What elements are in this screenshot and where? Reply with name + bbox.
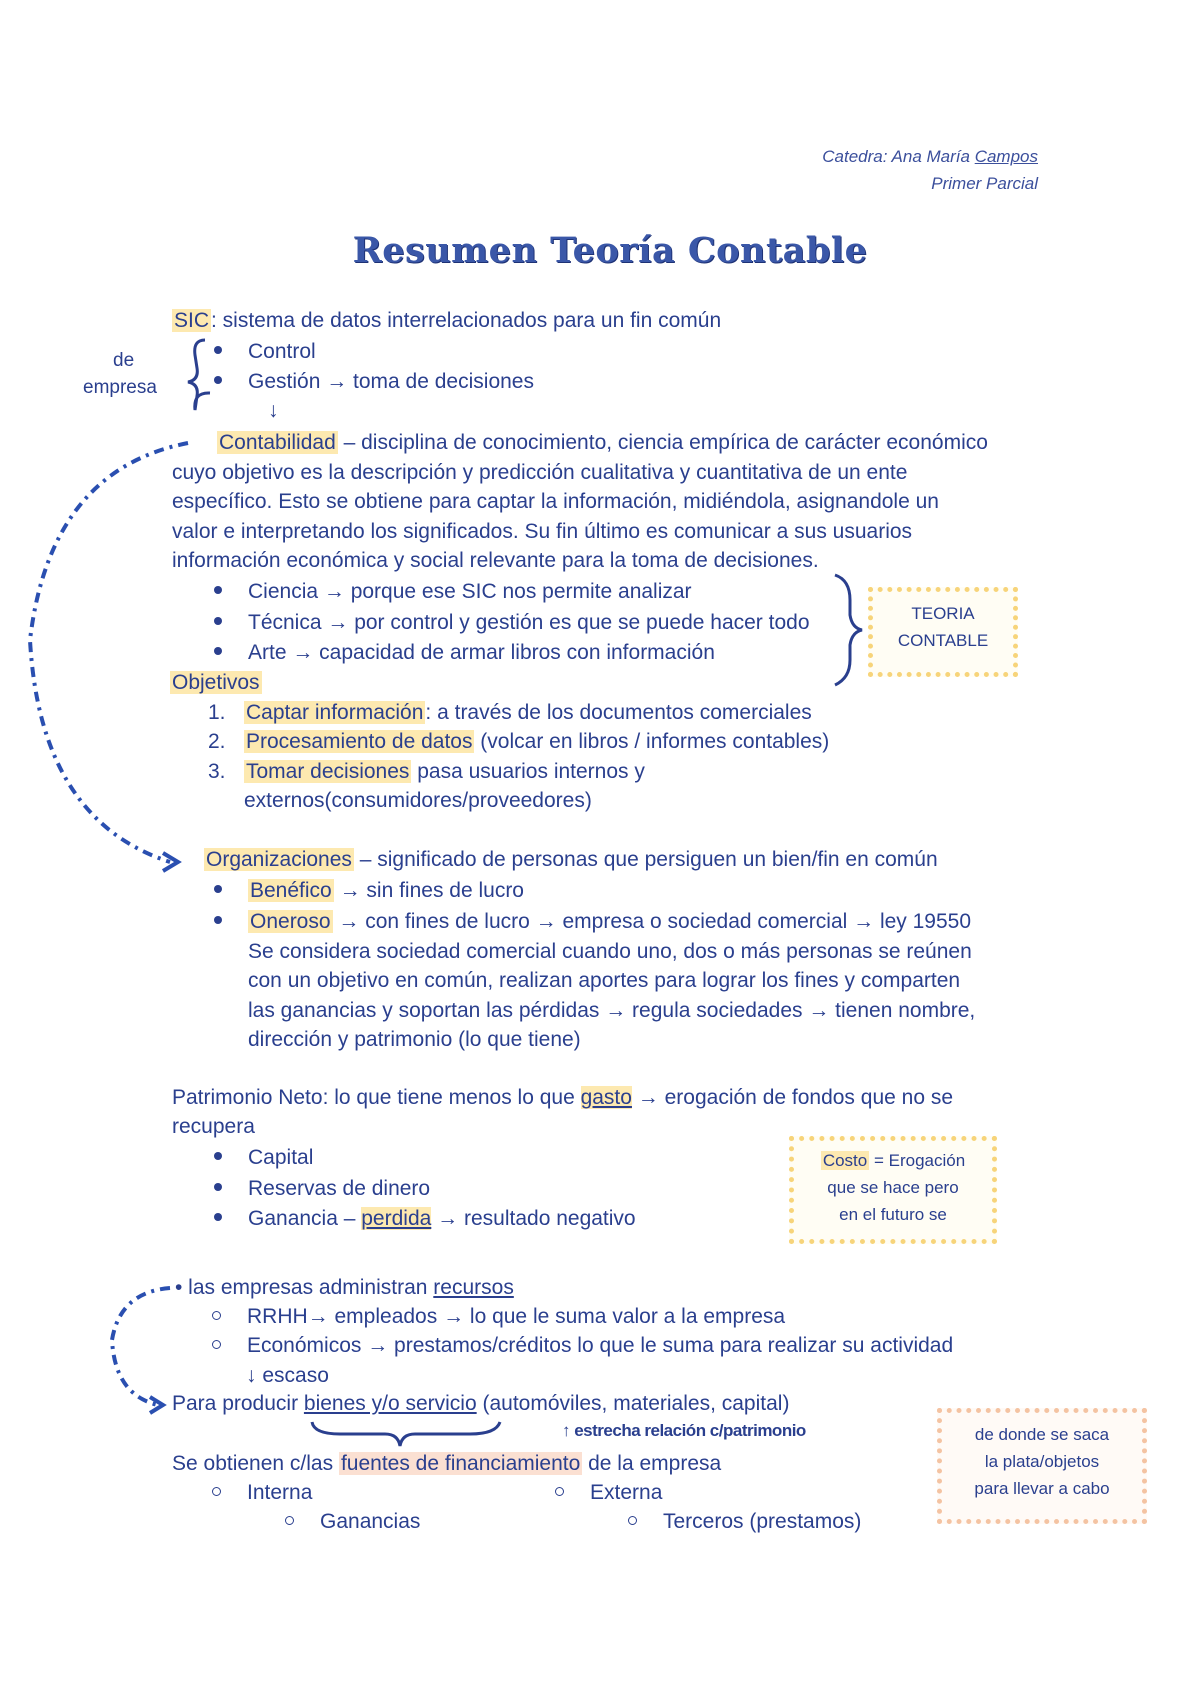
organizaciones-definition <box>204 845 938 875</box>
teoria-contable-box <box>868 587 1018 677</box>
bullet-icon <box>214 1183 222 1191</box>
objetivo-term: Captar información <box>246 701 424 724</box>
producir-text: Para producir <box>172 1392 304 1415</box>
box-line: que se hace pero <box>827 1178 959 1197</box>
sic-brace <box>188 340 210 410</box>
recursos-line <box>175 1273 514 1303</box>
bullet-icon <box>214 346 222 354</box>
fuentes-term: fuentes de financiamiento <box>340 1452 581 1475</box>
box-line: CONTABLE <box>897 631 989 650</box>
contabilidad-line-0 <box>217 428 988 458</box>
oneroso-line-2: las ganancias y soportan las pérdidas → regula sociedades → tienen nombre, <box>248 999 976 1022</box>
patrimonio-ganancia <box>214 1204 636 1234</box>
ganancia-text: → resultado negativo <box>431 1207 636 1230</box>
relacion-note: ↑ estrecha relación c/patrimonio <box>562 1421 806 1440</box>
ganancia-text: Ganancia – <box>248 1207 362 1230</box>
list-number: 2. <box>208 730 226 753</box>
bullet-icon <box>214 617 222 625</box>
patrimonio-capital <box>214 1143 313 1173</box>
objetivo-term: Tomar decisiones <box>246 760 410 783</box>
page-title: Resumen Teoría Contable <box>352 230 868 271</box>
bullet-icon <box>214 586 222 594</box>
box-line <box>794 1147 992 1174</box>
fuente-externa <box>555 1478 662 1508</box>
arrow-head-2 <box>150 1397 163 1413</box>
fuente-terceros <box>628 1507 861 1537</box>
list-item: Arte → capacidad de armar libros con información <box>248 641 715 664</box>
bullet-icon <box>214 647 222 655</box>
costo-term: Costo <box>822 1151 868 1170</box>
box-line: TEORIA <box>911 604 975 623</box>
side-note-de: de <box>113 350 135 371</box>
patrimonio-reservas <box>214 1174 430 1204</box>
fuentes-line <box>172 1449 721 1479</box>
contabilidad-item-tecnica <box>214 608 810 638</box>
fuentes-text: de la empresa <box>582 1452 722 1475</box>
header-line1: Catedra: Ana María <box>822 147 975 166</box>
list-number: 1. <box>208 701 226 724</box>
bullet-icon <box>214 1152 222 1160</box>
objetivo-text: : a través de los documentos comerciales <box>425 701 812 724</box>
sic-item-gestion <box>214 367 534 397</box>
contabilidad-text: – disciplina de conocimiento, ciencia empírica de carácter económico <box>337 431 988 454</box>
fuente-interna <box>212 1478 312 1508</box>
recursos-text: • las empresas administran <box>175 1276 434 1299</box>
sic-text: : sistema de datos interrelacionados para un fin común <box>211 309 722 332</box>
objetivo-3 <box>208 757 645 787</box>
objetivo-term: Procesamiento de datos <box>246 730 473 753</box>
list-item: Ciencia → porque ese SIC nos permite analizar <box>248 580 692 603</box>
objetivos-term: Objetivos <box>172 671 260 694</box>
sic-term: SIC <box>174 309 210 332</box>
recurso-rrhh <box>212 1302 785 1332</box>
circle-bullet-icon <box>212 1487 221 1496</box>
patrimonio-line-2: recupera <box>172 1115 255 1138</box>
contabilidad-line-1: cuyo objetivo es la descripción y predicción cualitativa y cuantitativa de un ente <box>172 461 908 484</box>
bullet-icon <box>214 1213 222 1221</box>
fuente-ganancias <box>285 1507 420 1537</box>
organizaciones-term: Organizaciones <box>206 848 352 871</box>
arrow-head-1 <box>163 853 178 871</box>
contabilidad-item-ciencia <box>214 577 692 607</box>
side-note-empresa: empresa <box>83 377 157 398</box>
bienes-brace <box>312 1422 500 1446</box>
producir-line <box>172 1389 789 1419</box>
organizacion-oneroso <box>214 907 971 937</box>
oneroso-term: Oneroso <box>250 910 331 933</box>
oneroso-line-3: dirección y patrimonio (lo que tiene) <box>248 1028 581 1051</box>
recursos-term: recursos <box>433 1276 514 1299</box>
objetivo-text: (volcar en libros / informes contables) <box>474 730 830 753</box>
objetivo-3-continuation: externos(consumidores/proveedores) <box>244 789 592 812</box>
header-exam: Primer Parcial <box>931 174 1038 193</box>
list-number: 3. <box>208 760 226 783</box>
fuentes-box <box>937 1408 1147 1524</box>
circle-bullet-icon <box>555 1487 564 1496</box>
list-item: Reservas de dinero <box>248 1177 431 1200</box>
list-item: Ganancias <box>320 1510 421 1533</box>
contabilidad-line-3: valor e interpretando los significados. Su fin último es comunicar a sus usuarios <box>172 520 913 543</box>
costo-box <box>789 1136 997 1244</box>
objetivo-2 <box>208 727 829 757</box>
box-line: la plata/objetos <box>984 1452 1100 1471</box>
list-item: Interna <box>247 1481 313 1504</box>
benefico-term: Benéfico <box>250 879 332 902</box>
contabilidad-item-arte <box>214 638 715 668</box>
bullet-icon <box>214 376 222 384</box>
objetivos-title <box>170 668 262 698</box>
list-item: Económicos → prestamos/créditos lo que le suma para realizar su actividad <box>247 1334 954 1357</box>
recurso-economicos <box>212 1331 953 1361</box>
sic-item-control <box>214 337 316 367</box>
header-course <box>822 147 1038 167</box>
contabilidad-term: Contabilidad <box>219 431 336 454</box>
teoria-brace <box>835 575 862 685</box>
perdida-term: perdida <box>361 1207 432 1230</box>
objetivo-text: pasa usuarios internos y <box>411 760 645 783</box>
gasto-term: gasto <box>580 1086 632 1109</box>
contabilidad-line-2: específico. Esto se obtiene para captar la información, midiéndola, asignandole un <box>172 490 939 513</box>
circle-bullet-icon <box>285 1516 294 1525</box>
list-item: Gestión → toma de decisiones <box>248 370 534 393</box>
escaso-note: ↓ escaso <box>246 1364 329 1387</box>
fuentes-text: Se obtienen c/las <box>172 1452 339 1475</box>
box-line: para llevar a cabo <box>974 1479 1110 1498</box>
list-item: RRHH→ empleados → lo que le suma valor a la empresa <box>247 1305 786 1328</box>
sic-definition <box>172 306 721 336</box>
bullet-icon <box>214 916 222 924</box>
circle-bullet-icon <box>212 1340 221 1349</box>
organizaciones-text: – significado de personas que persiguen un bien/fin en común <box>353 848 938 871</box>
recursos-producir-arrow <box>112 1288 170 1405</box>
box-line: de donde se saca <box>974 1425 1110 1444</box>
producir-text: (automóviles, materiales, capital) <box>476 1392 790 1415</box>
list-item: Capital <box>248 1146 314 1169</box>
box-line: en el futuro se <box>839 1205 947 1224</box>
list-item: Técnica → por control y gestión es que se puede hacer todo <box>248 611 810 634</box>
patrimonio-text: Patrimonio Neto: lo que tiene menos lo que <box>172 1086 581 1109</box>
patrimonio-text: → erogación de fondos que no se <box>631 1086 954 1109</box>
list-item: Externa <box>590 1481 663 1504</box>
objetivo-1 <box>208 698 812 728</box>
oneroso-text: → con fines de lucro → empresa o sociedad comercial → ley 19550 <box>332 910 972 933</box>
bienes-term: bienes y/o servicio <box>303 1392 477 1415</box>
organizacion-benefico <box>214 876 524 906</box>
list-item: Control <box>248 340 316 363</box>
circle-bullet-icon <box>628 1516 637 1525</box>
oneroso-line-0: Se considera sociedad comercial cuando uno, dos o más personas se reúnen <box>248 940 972 963</box>
contabilidad-org-arrow <box>30 443 188 862</box>
bullet-icon <box>214 885 222 893</box>
box-text: = Erogación <box>869 1151 966 1170</box>
benefico-text: → sin fines de lucro <box>333 879 524 902</box>
patrimonio-line-1 <box>172 1083 953 1113</box>
header-name: Campos <box>974 147 1038 166</box>
down-arrow-icon: ↓ <box>268 399 279 422</box>
circle-bullet-icon <box>212 1311 221 1320</box>
list-item: Terceros (prestamos) <box>663 1510 862 1533</box>
oneroso-line-1: con un objetivo en común, realizan aportes para lograr los fines y comparten <box>248 969 961 992</box>
contabilidad-line-4: información económica y social relevante para la toma de decisiones. <box>172 549 819 572</box>
